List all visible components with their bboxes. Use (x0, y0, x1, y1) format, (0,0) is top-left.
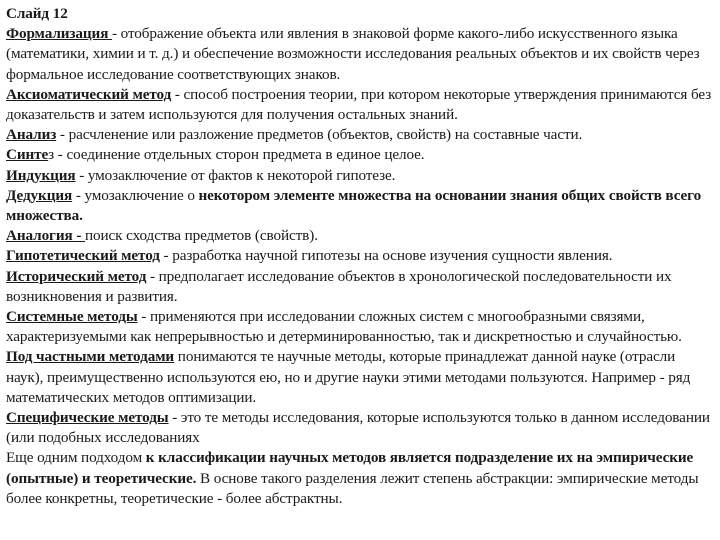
separator: - (146, 267, 159, 285)
definition-synthesis (6, 145, 712, 165)
definition-text: поиск сходства предметов (свойств). (84, 227, 318, 245)
term-systemic: Системные методы (6, 308, 138, 326)
separator: - (112, 25, 121, 43)
definition-text: разработка научной гипотезы на основе изучения сущности явления. (172, 247, 613, 265)
definition-text-bold: некотором элементе множества на основании знания общих свойств всего множества. (6, 186, 702, 225)
term-hypothetical: Гипотетический метод (6, 247, 160, 265)
separator: - (137, 308, 150, 326)
definition-specific (6, 408, 712, 448)
term-specific: Специфические методы (6, 409, 169, 427)
definition-hypothetical (6, 246, 712, 266)
definition-particular (6, 347, 712, 408)
definition-text: расчленение или разложение предметов (объектов, свойств) на составные части. (68, 126, 583, 144)
term-synthesis: Синте (6, 146, 49, 164)
definition-text: умозаключение от фактов к некоторой гипотезе. (87, 166, 396, 184)
definition-text: соединение отдельных сторон предмета в единое целое. (66, 146, 425, 164)
term-induction: Индукция (6, 166, 76, 184)
term-deduction: Дедукция (6, 186, 73, 204)
term-axiomatic: Аксиоматический метод (6, 85, 172, 103)
closing-paragraph (6, 448, 712, 509)
term-particular: Под частными методами (6, 348, 175, 366)
term-analogy: Аналогия - (6, 227, 85, 245)
definition-formalization (6, 24, 712, 85)
definition-text: умозаключение о (84, 186, 199, 204)
separator: з - (48, 146, 67, 164)
definition-analogy (6, 226, 712, 246)
separator: - (171, 85, 184, 103)
closing-text-bold: к классификации научных методов является подразделение их на эмпирические (опытные) и теоретические. (6, 449, 694, 487)
separator: - (75, 166, 88, 184)
term-analysis: Анализ (6, 126, 57, 144)
definition-systemic (6, 307, 712, 347)
separator: - (72, 186, 85, 204)
definition-text: способ построения теории, при котором некоторые утверждения принимаются без доказательств и затем используются для получения остальных знаний. (6, 85, 712, 124)
definition-induction (6, 166, 712, 186)
separator: - (56, 126, 69, 144)
term-historical: Исторический метод (6, 267, 147, 285)
definition-text: это те методы исследования, которые используются только в данном исследовании (или подобных исследованиях (6, 409, 710, 447)
separator: - (159, 247, 173, 265)
definition-text: предполагает исследование объектов в хронологической последовательности их возникновения и развития. (6, 267, 672, 305)
definition-axiomatic (6, 85, 712, 125)
slide-title: Слайд 12 (6, 5, 68, 22)
closing-text: В основе такого разделения лежит степень абстракции: эмпирические методы более конкретны, теоретические - более абстрактны. (6, 469, 699, 507)
definition-text: отображение объекта или явления в знаковой форме какого-либо искусственного языка (математики, химии и т. д.) и обеспечение возможности исследования реальных объектов и их свойств через формальное исследование соответствующих знаков. (6, 25, 700, 83)
closing-text: Еще одним подходом (6, 449, 146, 467)
definition-deduction (6, 186, 712, 226)
definition-text: применяются при исследовании сложных систем с многообразными связями, характеризуемыми как непрерывностью и детерминированностью, так и дискретностью и случайностью. (6, 308, 682, 346)
definition-historical (6, 267, 712, 307)
separator: - (168, 409, 181, 427)
term-formalization: Формализация (6, 25, 113, 43)
definition-text: понимаются те научные методы, которые принадлежат данной науке (отрасли наук), преимущественно используются ею, но и другие науки этими методами пользуются. Например - ряд математических методов оптимизации. (6, 348, 691, 406)
definition-analysis (6, 125, 712, 145)
